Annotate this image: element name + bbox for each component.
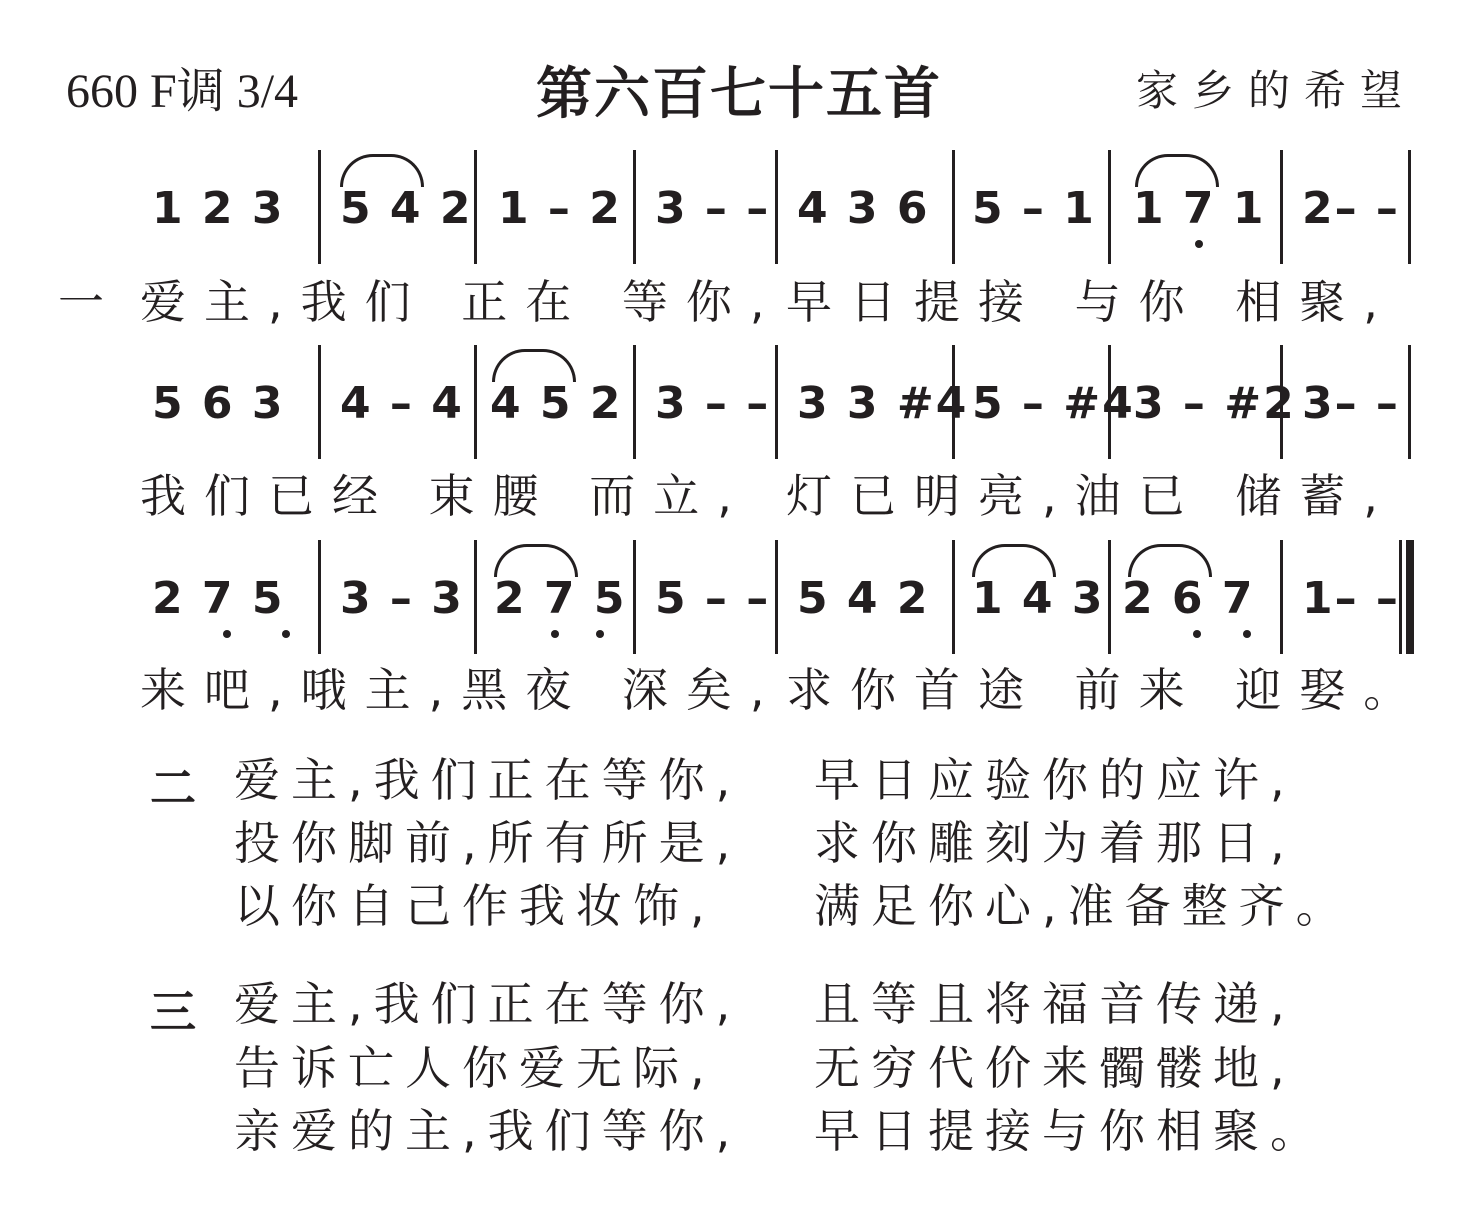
measure: 5 – – <box>655 573 771 624</box>
barline <box>474 345 477 459</box>
barline <box>1408 345 1411 459</box>
hymn-number-key-time: 660 F调 3/4 <box>66 65 299 118</box>
lower-octave-dot <box>223 630 231 638</box>
verse-line: 早日提接与你相聚。 <box>814 1104 1327 1158</box>
verse-line: 且等且将福音传递, <box>814 977 1296 1031</box>
measure: 5 – #4 <box>972 378 1135 429</box>
measure: 4 3 6 <box>797 183 930 234</box>
measure: 2 7 5 <box>494 573 627 624</box>
lyric-line: 我们已经 束腰 而立, <box>140 469 750 523</box>
score-line-1 <box>0 150 1470 280</box>
barline <box>318 540 321 654</box>
barline <box>633 345 636 459</box>
lyric-line: 求你首途 前来 迎娶。 <box>786 663 1428 717</box>
verse-line: 亲爱的主,我们等你, <box>234 1104 742 1158</box>
measure: 3– – <box>1302 378 1400 429</box>
barline <box>1108 150 1111 264</box>
measure: 2 7 5 <box>152 573 285 624</box>
measure: 4 – 4 <box>340 378 464 429</box>
hymn-title: 第六百七十五首 <box>536 62 942 127</box>
verse-line: 告诉亡人你爱无际, <box>234 1041 716 1095</box>
measure: 1 4 3 <box>972 573 1105 624</box>
verse-line: 投你脚前,所有所是, <box>234 816 742 870</box>
verse-number: 三 <box>150 985 196 1039</box>
verse-line: 以你自己作我妆饰, <box>234 879 716 933</box>
measure: 5 4 2 <box>797 573 930 624</box>
measure: 1 2 3 <box>152 183 285 234</box>
lower-octave-dot <box>551 630 559 638</box>
barline <box>1280 540 1283 654</box>
barline <box>318 150 321 264</box>
measure: 3 – – <box>655 183 771 234</box>
verse-line: 爱主,我们正在等你, <box>234 977 742 1031</box>
barline <box>633 540 636 654</box>
barline <box>633 150 636 264</box>
barline <box>775 345 778 459</box>
lower-octave-dot <box>1195 240 1203 248</box>
barline <box>952 540 955 654</box>
barline <box>952 150 955 264</box>
measure: 3 – 3 <box>340 573 464 624</box>
verse-line: 早日应验你的应许, <box>814 753 1296 807</box>
measure: 4 5 2 <box>490 378 623 429</box>
barline <box>775 540 778 654</box>
measure: 1 7 1 <box>1133 183 1266 234</box>
barline <box>1108 540 1111 654</box>
measure: 2 6 7 <box>1122 573 1255 624</box>
lower-octave-dot <box>1193 630 1201 638</box>
score-line-3 <box>0 540 1470 670</box>
verse-line: 无穷代价来髑髅地, <box>814 1041 1296 1095</box>
measure: 1– – <box>1302 573 1400 624</box>
lyric-line: 来吧,哦主,黑夜 深矣, <box>140 663 783 717</box>
lyric-line: 爱主,我们 正在 等你, <box>140 275 783 329</box>
measure: 3 – – <box>655 378 771 429</box>
barline <box>318 345 321 459</box>
barline <box>775 150 778 264</box>
measure: 2– – <box>1302 183 1400 234</box>
measure: 5 6 3 <box>152 378 285 429</box>
measure: 1 – 2 <box>498 183 622 234</box>
verse-line: 求你雕刻为着那日, <box>814 816 1296 870</box>
measure: 5 – 1 <box>972 183 1096 234</box>
final-barline-thick <box>1406 540 1414 654</box>
hymn-subtitle: 家乡的希望 <box>1136 66 1417 115</box>
measure: 5 4 2 <box>340 183 473 234</box>
verse-number: 二 <box>150 761 196 815</box>
verse-line: 爱主,我们正在等你, <box>234 753 742 807</box>
barline <box>474 540 477 654</box>
lower-octave-dot <box>1243 630 1251 638</box>
verse-number: 一 <box>58 275 104 329</box>
measure: 3 – #2 <box>1133 378 1296 429</box>
score-line-2 <box>0 345 1470 475</box>
barline <box>474 150 477 264</box>
verse-line: 满足你心,准备整齐。 <box>814 879 1353 933</box>
lower-octave-dot <box>596 630 604 638</box>
lower-octave-dot <box>282 630 290 638</box>
lyric-line: 灯已明亮,油已 储蓄, <box>786 469 1396 523</box>
measure: 3 3 #4 <box>797 378 969 429</box>
barline <box>1280 150 1283 264</box>
barline <box>1408 150 1411 264</box>
lyric-line: 早日提接 与你 相聚, <box>786 275 1396 329</box>
